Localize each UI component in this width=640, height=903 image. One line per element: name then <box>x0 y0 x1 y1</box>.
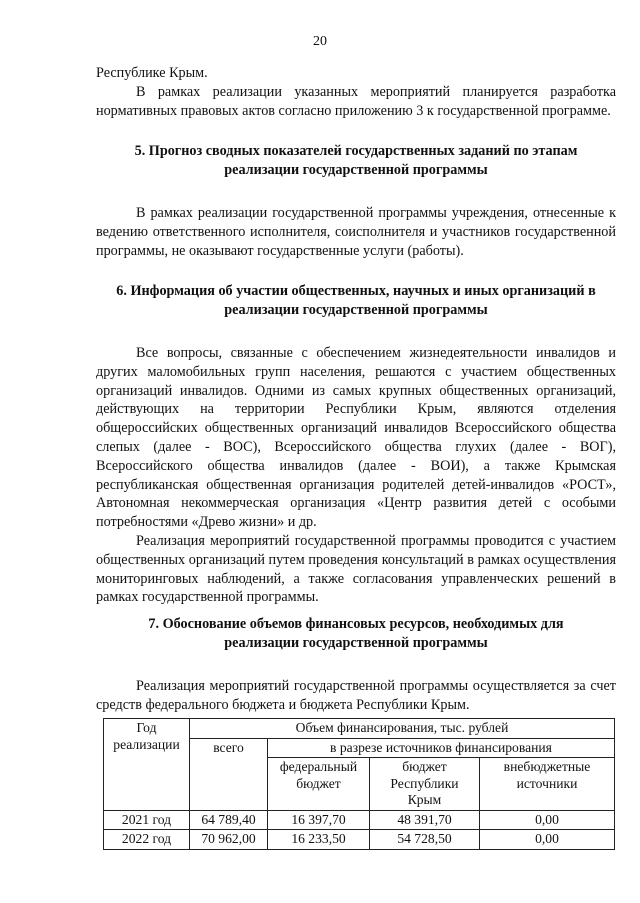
cell-total: 64 789,40 <box>190 810 268 830</box>
section-5-heading: 5. Прогноз сводных показателей государственных заданий по этапам реализации государственной программы <box>134 143 578 179</box>
table-row <box>104 830 615 850</box>
table-header-row-1 <box>104 719 615 739</box>
table-row <box>104 810 615 830</box>
section-5-paragraph: В рамках реализации государственной программы учреждения, отнесенные к ведению ответственного исполнителя, соисполнителя и участников государственной программы, не оказывают государственные услуги (работы). <box>96 204 616 259</box>
page-number: 20 <box>313 34 327 49</box>
header-sources: в разрезе источников финансирования <box>268 738 615 758</box>
header-total: всего <box>190 738 268 810</box>
header-extra: внебюджетные источники <box>480 758 615 811</box>
header-federal: федеральный бюджет <box>268 758 370 811</box>
section-6-paragraph-1: Все вопросы, связанные с обеспечением жизнедеятельности инвалидов и других маломобильных групп населения, решаются с участием общественных организаций инвалидов. Одними из самых крупных общественных организаций, действующих на территории Республики Крым, являются отделения общероссийских общественных организаций инвалидов Всероссийского общества слепых (далее - ВОС), Всероссийского общества глухих (далее - ВОГ), Всероссийского общества инвалидов (далее - ВОИ), а также Крымская республиканская общественная организация родителей детей-инвалидов «РОСТ», Автономная некоммерческая организация «Центр развития детей с особыми потребностями «Древо жизни» и др. <box>96 344 616 531</box>
cell-extra: 0,00 <box>480 810 615 830</box>
header-volume: Объем финансирования, тыс. рублей <box>190 719 615 739</box>
section-7-heading: 7. Обоснование объемов финансовых ресурсов, необходимых для реализации государственной программы <box>148 616 564 651</box>
cell-year: 2021 год <box>104 810 190 830</box>
header-year: Год реализации <box>104 719 190 811</box>
intro-paragraph: В рамках реализации указанных мероприятий планируется разработка нормативных правовых актов согласно приложению 3 к государственной программе. <box>96 83 616 119</box>
header-republic: бюджет Республики Крым <box>370 758 480 811</box>
page-body <box>96 64 616 714</box>
cell-year: 2022 год <box>104 830 190 850</box>
cell-federal: 16 397,70 <box>268 810 370 830</box>
cell-republic: 54 728,50 <box>370 830 480 850</box>
cell-extra: 0,00 <box>480 830 615 850</box>
section-6-heading: 6. Информация об участии общественных, научных и иных организаций в реализации государственной программы <box>116 283 596 319</box>
section-7-paragraph: Реализация мероприятий государственной программы осуществляется за счет средств федерального бюджета и бюджета Республики Крым. <box>96 677 616 713</box>
cell-republic: 48 391,70 <box>370 810 480 830</box>
cell-total: 70 962,00 <box>190 830 268 850</box>
section-6-paragraph-2: Реализация мероприятий государственной программы проводится с участием общественных организаций путем проведения консультаций в рамках осуществления мониторинговых наблюдений, а также согласования управленческих решений в рамках государственной программы. <box>96 532 616 606</box>
financing-table <box>103 718 615 850</box>
intro-line: Республике Крым. <box>96 65 208 81</box>
cell-federal: 16 233,50 <box>268 830 370 850</box>
